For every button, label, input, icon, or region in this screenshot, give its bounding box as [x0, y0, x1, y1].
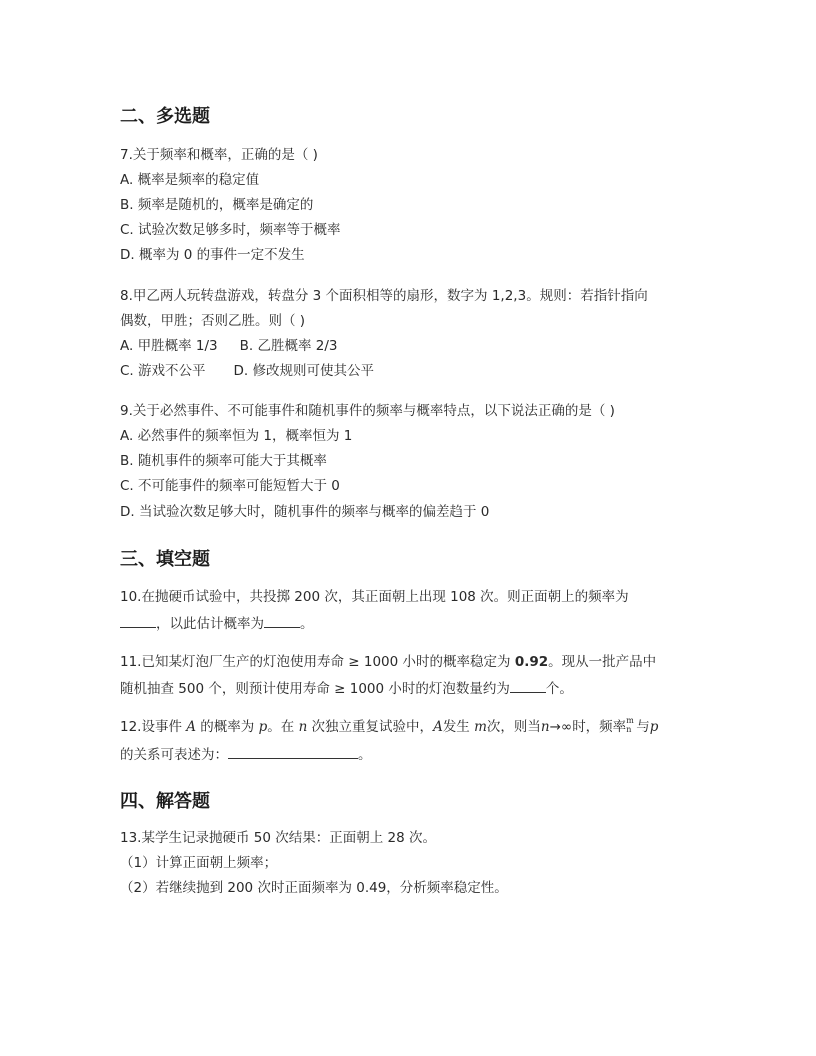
question-13-part-2: （2）若继续抛到 200 次时正面频率为 0.49，分析频率稳定性。 [120, 880, 508, 896]
question-12-text-f: 。 [358, 747, 372, 763]
question-12-text: 时，频率 [572, 719, 627, 735]
math-var-p: p [649, 719, 659, 735]
question-9-option-a: A. 必然事件的频率恒为 1，概率恒为 1 [120, 428, 353, 444]
fraction-m-over-n [626, 716, 636, 734]
question-7-option-c: C. 试验次数足够多时，频率等于概率 [120, 222, 341, 238]
question-12-text: 发生 [442, 719, 475, 735]
section-title-multiple-choice: 二、多选题 [120, 106, 210, 127]
question-11-line1 [120, 653, 656, 671]
math-var-a: A [186, 719, 197, 735]
question-11-text-b: 。现从一批产品中 [548, 654, 657, 670]
question-12-text: 的概率为 [196, 719, 259, 735]
question-12-text: 与 [636, 719, 650, 735]
question-8-stem-line1: 8.甲乙两人玩转盘游戏，转盘分 3 个面积相等的扇形，数字为 1,2,3。规则：若指针指向 [120, 288, 648, 304]
question-9-option-b: B. 随机事件的频率可能大于其概率 [120, 453, 327, 469]
math-var-p: p [258, 719, 268, 735]
question-12-text: 次独立重复试验中， [307, 719, 434, 735]
question-11-text-c: 随机抽查 500 个，则预计使用寿命 ≥ 1000 小时的灯泡数量约为 [120, 681, 510, 697]
question-12-text: 。在 [267, 719, 299, 735]
question-13-stem: 13.某学生记录抛硬币 50 次结果：正面朝上 28 次。 [120, 830, 436, 846]
math-var-a: A [433, 719, 443, 735]
question-9-option-c: C. 不可能事件的频率可能短暂大于 0 [120, 478, 340, 494]
question-8-stem-line2: 偶数，甲胜；否则乙胜。则（ ) [120, 313, 306, 329]
question-8-options-row2 [120, 362, 374, 380]
question-8-option-a: A. 甲胜概率 1/3 [120, 338, 218, 354]
question-12-text: 12.设事件 [120, 719, 187, 735]
section-title-fill-in: 三、填空题 [120, 549, 210, 570]
answer-blank [120, 613, 156, 628]
math-var-m: m [474, 719, 487, 735]
question-12-text-e: 的关系可表述为： [120, 747, 228, 763]
answer-blank [264, 613, 300, 628]
question-11-line2 [120, 678, 573, 698]
question-10-text-a: ，以此估计概率为 [156, 616, 264, 632]
question-8-options-row1 [120, 337, 337, 355]
fraction-denominator: n [626, 725, 632, 734]
question-7-stem: 7.关于频率和概率，正确的是（ ) [120, 147, 318, 163]
question-9-stem: 9.关于必然事件、不可能事件和随机事件的频率与概率特点，以下说法正确的是（ ) [120, 403, 615, 419]
question-8-option-c: C. 游戏不公平 [120, 363, 206, 379]
question-12-line2 [120, 744, 372, 764]
question-12-text: 次，则当 [486, 719, 541, 735]
math-arrow-infinity: →∞ [549, 719, 573, 735]
answer-blank [228, 744, 358, 759]
question-12-line1 [120, 718, 658, 736]
question-7-option-a: A. 概率是频率的稳定值 [120, 172, 260, 188]
fraction-numerator: m [626, 716, 634, 725]
question-10-line2 [120, 613, 314, 633]
question-7-option-d: D. 概率为 0 的事件一定不发生 [120, 247, 305, 263]
question-11-probability-value: 0.92 [514, 654, 549, 670]
answer-blank [510, 678, 546, 693]
question-10-line1: 10.在抛硬币试验中，共投掷 200 次，其正面朝上出现 108 次。则正面朝上的频率为 [120, 589, 629, 605]
section-title-answer: 四、解答题 [120, 791, 210, 812]
question-8-option-b: B. 乙胜概率 2/3 [239, 338, 338, 354]
question-9-option-d: D. 当试验次数足够大时，随机事件的频率与概率的偏差趋于 0 [120, 504, 490, 520]
question-11-text-a: 11.已知某灯泡厂生产的灯泡使用寿命 ≥ 1000 小时的概率稳定为 [120, 654, 515, 670]
question-8-option-d: D. 修改规则可使其公平 [233, 363, 374, 379]
question-7-option-b: B. 频率是随机的，概率是确定的 [120, 197, 314, 213]
question-10-text-b: 。 [300, 616, 314, 632]
question-13-part-1: （1）计算正面朝上频率； [120, 855, 278, 871]
math-var-n: n [540, 719, 550, 735]
question-11-text-d: 个。 [545, 681, 573, 697]
math-var-n: n [298, 719, 308, 735]
